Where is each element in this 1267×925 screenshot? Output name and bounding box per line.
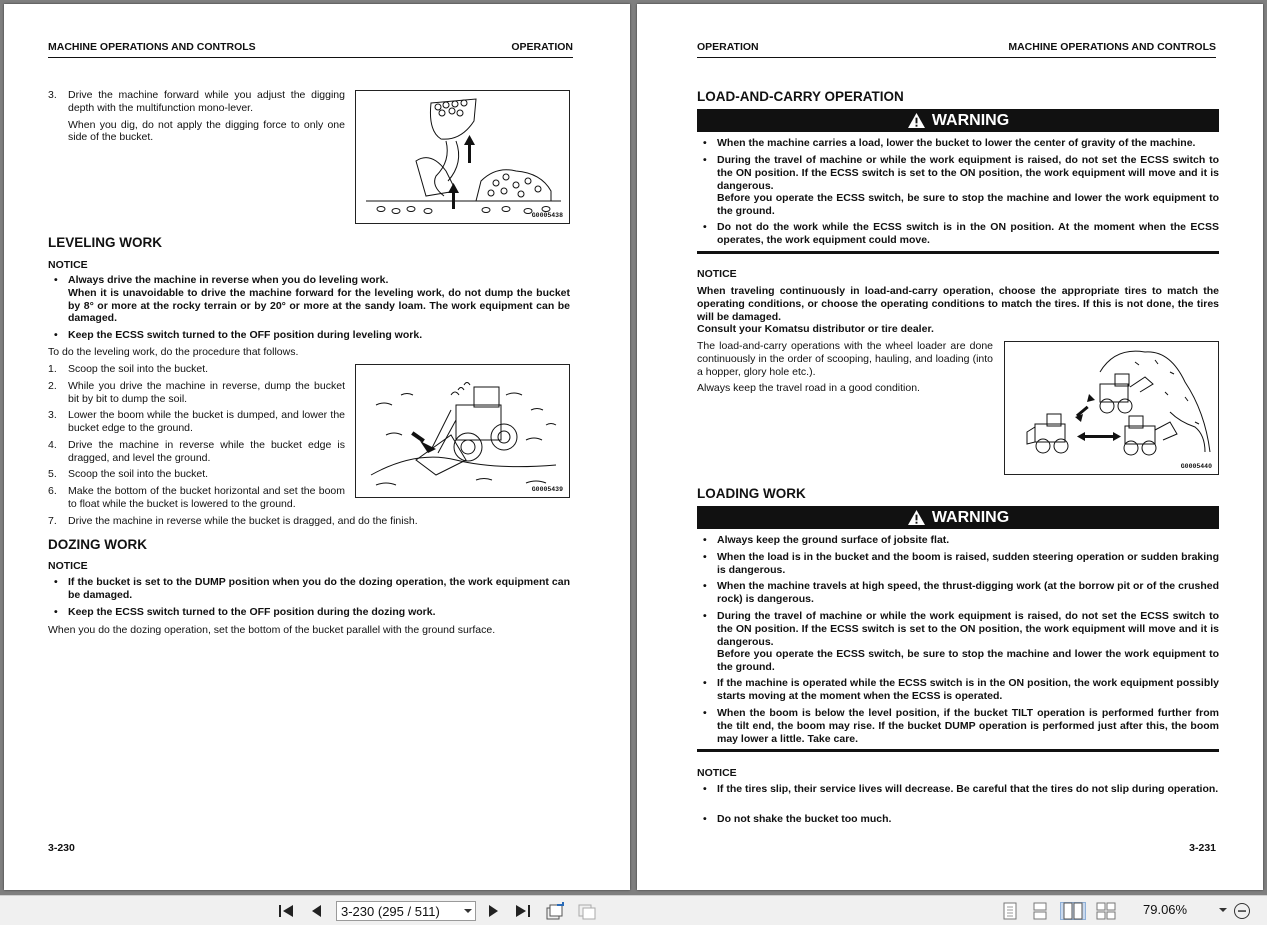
step-6: 6. Make the bottom of the bucket horizontal and set the boom to float while the bucket is lowered to the ground. bbox=[48, 485, 345, 510]
page-number-input[interactable] bbox=[336, 901, 476, 921]
warning-bullet: • If the machine is operated while the ECSS switch is in the ON position, the work equipment possibly starts moving at the moment when the ECSS is operated. bbox=[703, 677, 1219, 702]
figure-leveling bbox=[355, 364, 570, 498]
step-4: 4. Drive the machine in reverse while the bucket edge is dragged, and level the ground. bbox=[48, 439, 345, 464]
go-forward-view-button[interactable] bbox=[576, 902, 600, 920]
header-right: OPERATION bbox=[511, 41, 573, 53]
warning-label: WARNING bbox=[931, 508, 1010, 526]
page-dropdown-caret-icon[interactable] bbox=[464, 909, 472, 913]
facing-view-icon bbox=[1063, 902, 1083, 920]
section-title-dozing: DOZING WORK bbox=[48, 537, 147, 552]
notice-label: NOTICE bbox=[48, 560, 88, 572]
figure-code: G0005438 bbox=[531, 212, 563, 219]
continuous-facing-view-button[interactable] bbox=[1094, 902, 1118, 920]
warning-end-rule bbox=[697, 251, 1219, 254]
running-header bbox=[697, 41, 1216, 58]
go-back-view-button[interactable] bbox=[544, 902, 568, 920]
step-number: 3. bbox=[48, 89, 57, 101]
continuous-facing-view-icon bbox=[1096, 902, 1116, 920]
warning-banner bbox=[697, 506, 1219, 529]
single-page-view-icon bbox=[1002, 902, 1018, 920]
step-3 bbox=[48, 89, 345, 144]
zoom-level[interactable]: 79.06% bbox=[1143, 902, 1188, 917]
page-number: 3-231 bbox=[1189, 842, 1216, 854]
first-page-button[interactable] bbox=[276, 902, 296, 920]
header-left: MACHINE OPERATIONS AND CONTROLS bbox=[48, 41, 256, 53]
step-2: 2. While you drive the machine in reverse, dump the bucket bit by bit to dump the soil. bbox=[48, 380, 345, 405]
zoom-out-icon bbox=[1233, 902, 1251, 920]
notice-label: NOTICE bbox=[48, 259, 88, 271]
leveling-intro: To do the leveling work, do the procedure that follows. bbox=[48, 346, 299, 358]
bullet-text: Keep the ECSS switch turned to the OFF position during leveling work. bbox=[68, 329, 423, 341]
last-page-button[interactable] bbox=[512, 902, 534, 920]
notice-bullet: • If the tires slip, their service lives will decrease. Be careful that the tires do not slip during operation. bbox=[703, 783, 1219, 795]
warning-bullet: • When the machine carries a load, lower the bucket to lower the center of gravity of the machine. bbox=[703, 137, 1196, 149]
page-right bbox=[637, 4, 1263, 890]
page-left bbox=[4, 4, 630, 890]
bullet-text: Always drive the machine in reverse when you do leveling work. bbox=[68, 274, 389, 286]
leveling-illustration bbox=[356, 365, 569, 497]
step-3: 3. Lower the boom while the bucket is dumped, and lower the bucket edge to the ground. bbox=[48, 409, 345, 434]
next-page-button[interactable] bbox=[484, 902, 504, 920]
figure-digging bbox=[355, 90, 570, 224]
figure-code: G0005440 bbox=[1180, 463, 1212, 470]
warning-bullet: • When the machine travels at high speed, the thrust-digging work (at the borrow pit or of the crushed rock) is dangerous. bbox=[703, 580, 1219, 605]
load-carry-body: The load-and-carry operations with the wheel loader are done continuously in the order of scooping, hauling, and loading (into a hopper, glory hole etc.). bbox=[697, 340, 993, 378]
warning-label: WARNING bbox=[931, 111, 1010, 129]
section-title-leveling: LEVELING WORK bbox=[48, 235, 162, 250]
bullet-text-continued: When it is unavoidable to drive the machine forward for the leveling work, do not dump the bucket by 8° or more at the rocky terrain or by 20° or more at the sandy loam. The work equipment can be damaged. bbox=[68, 286, 570, 325]
continuous-view-icon bbox=[1032, 902, 1048, 920]
page-number: 3-230 bbox=[48, 842, 75, 854]
step-text: Drive the machine forward while you adjust the digging depth with the multifunction mono-lever. bbox=[68, 89, 345, 114]
load-carry-body-2: Always keep the travel road in a good condition. bbox=[697, 382, 920, 394]
step-1: 1. Scoop the soil into the bucket. bbox=[48, 363, 209, 375]
previous-page-button[interactable] bbox=[306, 902, 326, 920]
step-5: 5. Scoop the soil into the bucket. bbox=[48, 468, 209, 480]
last-page-icon bbox=[514, 903, 532, 919]
notice-bullet: • Keep the ECSS switch turned to the OFF position during the dozing work. bbox=[54, 606, 436, 618]
warning-icon bbox=[907, 509, 926, 526]
zoom-out-button[interactable] bbox=[1232, 902, 1252, 920]
page-number-value: 3-230 (295 / 511) bbox=[341, 903, 440, 919]
notice-bullet: • Always drive the machine in reverse when you do leveling work. When it is unavoidable to drive the machine forward for the leveling work, do not dump the bucket by 8° or more at the rocky terrain or by 20° or more at the sandy loam. The work equipment can be damaged. bbox=[54, 274, 570, 325]
zoom-dropdown-caret-icon[interactable] bbox=[1219, 908, 1227, 912]
viewer-toolbar bbox=[0, 895, 1267, 925]
warning-bullet: • During the travel of machine or while the work equipment is raised, do not set the ECSS switch to the ON position. If the ECSS switch is set to the ON position, the work equipment will move and it is dangerous. Before you operate the ECSS switch, be sure to stop the machine and lower the work equipment to the ground. bbox=[703, 154, 1219, 218]
figure-load-carry bbox=[1004, 341, 1219, 475]
continuous-view-button[interactable] bbox=[1030, 902, 1050, 920]
load-carry-illustration bbox=[1005, 342, 1218, 474]
notice-text: When traveling continuously in load-and-carry operation, choose the appropriate tires to match the operating conditions, or choose the operating conditions to match the tires. If this is not done, the tires will be damaged. bbox=[697, 285, 1219, 323]
section-title-loading: LOADING WORK bbox=[697, 486, 806, 501]
warning-banner bbox=[697, 109, 1219, 132]
notice-label: NOTICE bbox=[697, 268, 737, 280]
facing-view-button[interactable] bbox=[1060, 902, 1086, 920]
section-title-load-carry: LOAD-AND-CARRY OPERATION bbox=[697, 89, 904, 104]
warning-bullet: • Do not do the work while the ECSS switch is in the ON position. At the moment when the ECSS operates, the work equipment could move. bbox=[703, 221, 1219, 246]
previous-page-icon bbox=[309, 903, 323, 919]
figure-code: G0005439 bbox=[531, 486, 563, 493]
warning-end-rule bbox=[697, 749, 1219, 752]
notice-label: NOTICE bbox=[697, 767, 737, 779]
notice-bullet: • Do not shake the bucket too much. bbox=[703, 813, 892, 825]
next-page-icon bbox=[487, 903, 501, 919]
notice-bullet: • If the bucket is set to the DUMP position when you do the dozing operation, the work equipment can be damaged. bbox=[54, 576, 570, 601]
running-header bbox=[48, 41, 573, 58]
first-page-icon bbox=[277, 903, 295, 919]
warning-bullet: • Always keep the ground surface of jobsite flat. bbox=[703, 534, 950, 546]
notice-bullet: • Keep the ECSS switch turned to the OFF position during leveling work. bbox=[54, 329, 570, 342]
warning-bullet: • When the load is in the bucket and the boom is raised, sudden steering operation or sudden braking is dangerous. bbox=[703, 551, 1219, 576]
header-left: OPERATION bbox=[697, 41, 759, 53]
header-right: MACHINE OPERATIONS AND CONTROLS bbox=[1008, 41, 1216, 53]
single-page-view-button[interactable] bbox=[1000, 902, 1020, 920]
dozing-body: When you do the dozing operation, set the bottom of the bucket parallel with the ground surface. bbox=[48, 624, 496, 636]
warning-bullet: • During the travel of machine or while the work equipment is raised, do not set the ECSS switch to the ON position. If the ECSS switch is set to the ON position, the work equipment will move and it is dangerous. Before you operate the ECSS switch, be sure to stop the machine and lower the work equipment to the ground. bbox=[703, 610, 1219, 674]
warning-bullet: • When the boom is below the level position, if the bucket TILT operation is performed further from the tilt end, the boom may rise. If the bucket DUMP operation is performed just after this, the boom may lower a little. Take care. bbox=[703, 707, 1219, 745]
step-note: When you dig, do not apply the digging force to only one side of the bucket. bbox=[68, 118, 345, 144]
warning-icon bbox=[907, 112, 926, 129]
go-back-view-icon bbox=[545, 902, 567, 920]
digging-illustration bbox=[356, 91, 569, 223]
step-7: 7. Drive the machine in reverse while the bucket is dragged, and do the finish. bbox=[48, 515, 418, 527]
go-forward-view-icon bbox=[577, 902, 599, 920]
notice-text-2: Consult your Komatsu distributor or tire dealer. bbox=[697, 323, 934, 335]
